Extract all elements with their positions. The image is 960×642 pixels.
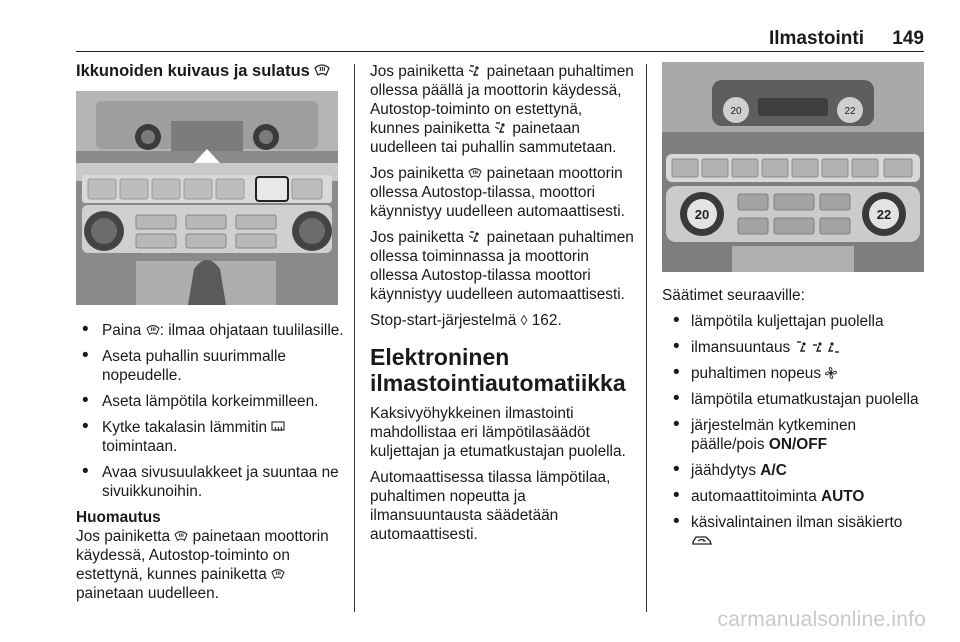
list-item: • Kytke takalasin lämmitin toimintaan. [76,418,346,456]
fan-icon [825,364,837,383]
page-header [76,26,924,52]
windshield-defrost-icon [468,164,482,183]
page-reference-icon: ◊ [520,312,528,328]
note-title: Huomautus [76,509,161,526]
paragraph: Automaattisessa tilassa lämpötilaa, puhaltimen nopeutta ja ilmansuuntausta säädetään automaattisesti. [370,469,611,543]
air-recirculation-icon [691,532,713,551]
controls-list [662,312,924,551]
list-item: • ilmansuuntaus [662,338,924,357]
windshield-defrost-icon [271,565,285,584]
controls-intro: Säätimet seuraaville: [662,287,805,304]
list-item: • Aseta lämpötila korkeimmilleen. [76,392,346,411]
air-distribution-windshield-icon [468,62,482,81]
defrost-steps-list [76,321,346,501]
air-distribution-icons [795,338,843,357]
svg-text:20: 20 [694,207,710,222]
watermark: carmanualsonline.info [717,608,926,631]
air-distribution-windshield-icon [468,228,482,247]
column-divider [354,64,355,612]
paragraph: Jos painiketta painetaan moottorin ollessa Autostop-tilassa, moottori käynnistyy uudelleen automaattisesti. [370,165,625,220]
list-item: • lämpötila etumatkustajan puolella [662,390,924,409]
paragraph: Jos painiketta painetaan puhaltimen ollessa päällä ja moottorin käydessä, Autostop-toiminto on estettynä, kunnes painiketta painetaan uudelleen tai puhallin sammutetaan. [370,63,634,156]
svg-text:22: 22 [876,207,892,222]
list-item: • jäähdytys A/C [662,461,924,480]
list-item: • Avaa sivusuulakkeet ja suuntaa ne sivuikkunoihin. [76,463,346,501]
list-item: • käsivalintainen ilman sisäkierto [662,513,924,551]
list-item: • puhaltimen nopeus [662,364,924,383]
section-heading: Elektroninen ilmastointiautomatiikka [370,344,626,396]
column-right [662,62,924,558]
list-item: • Paina : ilmaa ohjataan tuulilasille. [76,321,346,340]
windshield-defrost-icon [174,527,188,546]
paragraph: Kaksivyöhykkeinen ilmastointi mahdollistaa eri lämpötilasäädöt kuljettajan ja etumatkustajan puolella. [370,405,626,460]
air-distribution-windshield-icon [494,119,508,138]
defrost-controls-photo [76,91,338,305]
column-middle [370,62,634,551]
windshield-defrost-icon [314,62,330,81]
windshield-defrost-icon [146,321,160,340]
svg-text:22: 22 [844,106,856,117]
section-title: Ilmastointi [768,28,864,49]
svg-text:20: 20 [730,106,742,117]
subsection-heading: Ikkunoiden kuivaus ja sulatus [76,62,346,81]
column-divider [646,64,647,612]
cross-reference: Stop-start-järjestelmä ◊ 162. [370,312,562,329]
list-item: • automaattitoiminta AUTO [662,487,924,506]
paragraph: Jos painiketta painetaan puhaltimen ollessa toiminnassa ja moottorin ollessa Autostop-tilassa moottori käynnistyy uudelleen automaattisesti. [370,229,634,303]
list-item: • Aseta puhallin suurimmalle nopeudelle. [76,347,346,385]
rear-window-heating-icon [271,418,285,437]
climate-control-panel-photo [662,62,924,272]
list-item: • lämpötila kuljettajan puolella [662,312,924,331]
page-number: 149 [892,28,924,49]
list-item: • järjestelmän kytkeminen päälle/pois ON/OFF [662,416,924,454]
note-text: Jos painiketta painetaan moottorin käydessä, Autostop-toiminto on estettynä, kunnes painiketta painetaan uudelleen. [76,528,329,602]
column-left [76,62,346,610]
